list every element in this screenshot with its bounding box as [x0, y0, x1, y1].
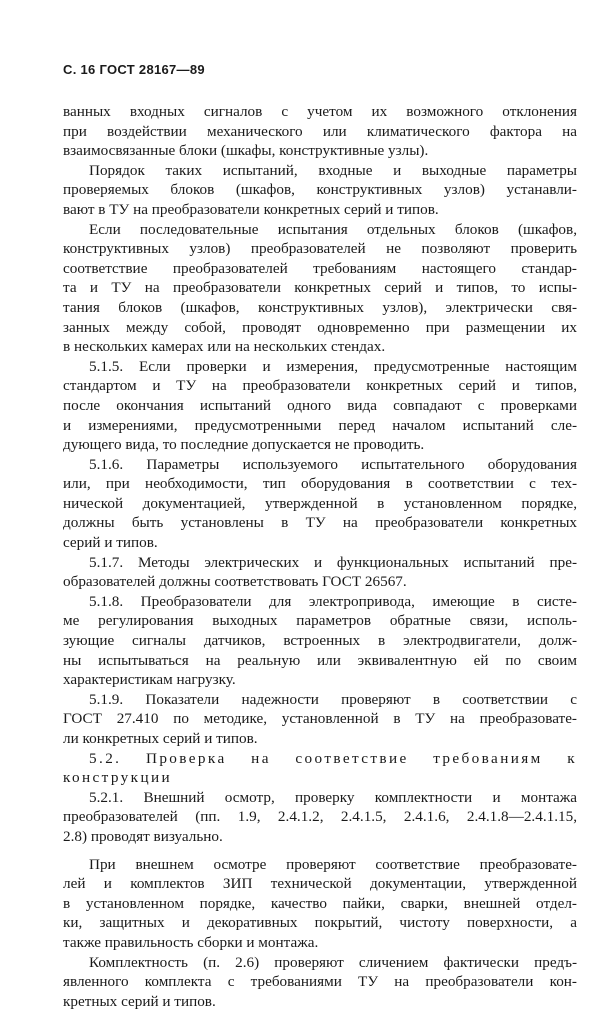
text-line: 5.1.6. Параметры используемого испытательного оборудования	[89, 455, 577, 473]
text-line: Порядок таких испытаний, входные и выходные параметры	[89, 161, 577, 179]
text-line: ны испытываться на реальную или эквивалентную ей по своим	[63, 651, 577, 669]
text-line: и измерениями, предусмотренными перед началом испытаний сле-	[63, 416, 577, 434]
text-line: в нескольких камерах или на нескольких стендах.	[63, 338, 386, 356]
text-line: При внешнем осмотре проверяют соответствие преобразовате-	[89, 855, 577, 873]
text-line: 5.2.1. Внешний осмотр, проверку комплектности и монтажа	[89, 788, 577, 806]
text-line: вают в ТУ на преобразователи конкретных серий и типов.	[63, 200, 439, 218]
body-text	[63, 102, 577, 1011]
text-line: явленного комплекта с требованиями ТУ на преобразователи кон-	[63, 973, 577, 991]
text-line: ме регулирования выходных параметров обратные связи, исполь-	[63, 612, 577, 630]
text-line: 5.1.7. Методы электрических и функциональных испытаний пре-	[89, 553, 577, 571]
text-line: взаимосвязанные блоки (шкафы, конструктивные узлы).	[63, 142, 429, 160]
text-line: зующие сигналы датчиков, встроенных в электродвигатели, долж-	[63, 632, 577, 650]
text-line: ли конкретных серий и типов.	[63, 730, 258, 747]
text-line: кретных серий и типов.	[63, 992, 216, 1010]
text-line: проверяемых блоков (шкафов, конструктивных узлов) устанавли-	[63, 181, 577, 199]
text-line: соответствие преобразователей требованиям настоящего стандар-	[63, 259, 577, 277]
text-line: серий и типов.	[63, 534, 158, 552]
text-line: ванных входных сигналов с учетом их возможного отклонения	[63, 103, 577, 120]
text-line: конструкции	[63, 769, 173, 787]
text-line: занных между собой, проводят одновременно при размещении их	[63, 318, 577, 336]
text-line: тания блоков (шкафов, конструктивных узлов), электрически свя-	[63, 298, 577, 316]
text-line: характеристикам нагрузку.	[63, 671, 236, 689]
text-line: после окончания испытаний одного вида совпадают с проверками	[63, 396, 577, 414]
text-line: нической документацией, утвержденной в установленном порядке,	[63, 494, 577, 512]
text-line: 5.1.9. Показатели надежности проверяют в соответствии с	[89, 690, 577, 708]
text-line: Если последовательные испытания отдельных блоков (шкафов,	[89, 220, 577, 238]
text-line: или, при необходимости, тип оборудования в соответствии с тех-	[63, 475, 577, 493]
text-line: Комплектность (п. 2.6) проверяют сличением фактически предъ-	[89, 953, 577, 971]
page-header: С. 16 ГОСТ 28167—89	[63, 62, 205, 77]
paragraph-gap	[63, 847, 577, 855]
text-line: преобразователей (пп. 1.9, 2.4.1.2, 2.4.1.5, 2.4.1.6, 2.4.1.8—2.4.1.15,	[63, 808, 577, 826]
text-line: при воздействии механического или климатического фактора на	[63, 122, 577, 140]
text-line: ГОСТ 27.410 по методике, установленной в ТУ на преобразовате-	[63, 710, 577, 728]
text-line: 2.8) проводят визуально.	[63, 827, 223, 845]
text-line: должны быть установлены в ТУ на преобразователи конкретных	[63, 514, 577, 532]
text-line: та и ТУ на преобразователи конкретных серий и типов, то испы-	[63, 279, 577, 297]
text-line: лей и комплектов ЗИП технической документации, утвержденной	[63, 875, 577, 893]
text-line: 5.1.5. Если проверки и измерения, предусмотренные настоящим	[89, 357, 577, 375]
text-line: 5.2. Проверка на соответствие требованиям к	[89, 749, 577, 767]
text-line: также правильность сборки и монтажа.	[63, 933, 319, 951]
text-line: образователей должны соответствовать ГОСТ 26567.	[63, 573, 407, 591]
text-line: конструктивных узлов) преобразователей не позволяют проверить	[63, 240, 577, 258]
text-line: 5.1.8. Преобразователи для электропривода, имеющие в систе-	[89, 592, 577, 610]
text-line: в установленном порядке, качество пайки, сварки, внешней отдел-	[63, 894, 577, 912]
text-line: стандартом и ТУ на преобразователи конкретных серий и типов,	[63, 377, 577, 395]
text-line: дующего вида, то последние допускается не проводить.	[63, 436, 425, 454]
text-line: ки, защитных и декоративных покрытий, чистоту поверхности, а	[63, 914, 577, 932]
